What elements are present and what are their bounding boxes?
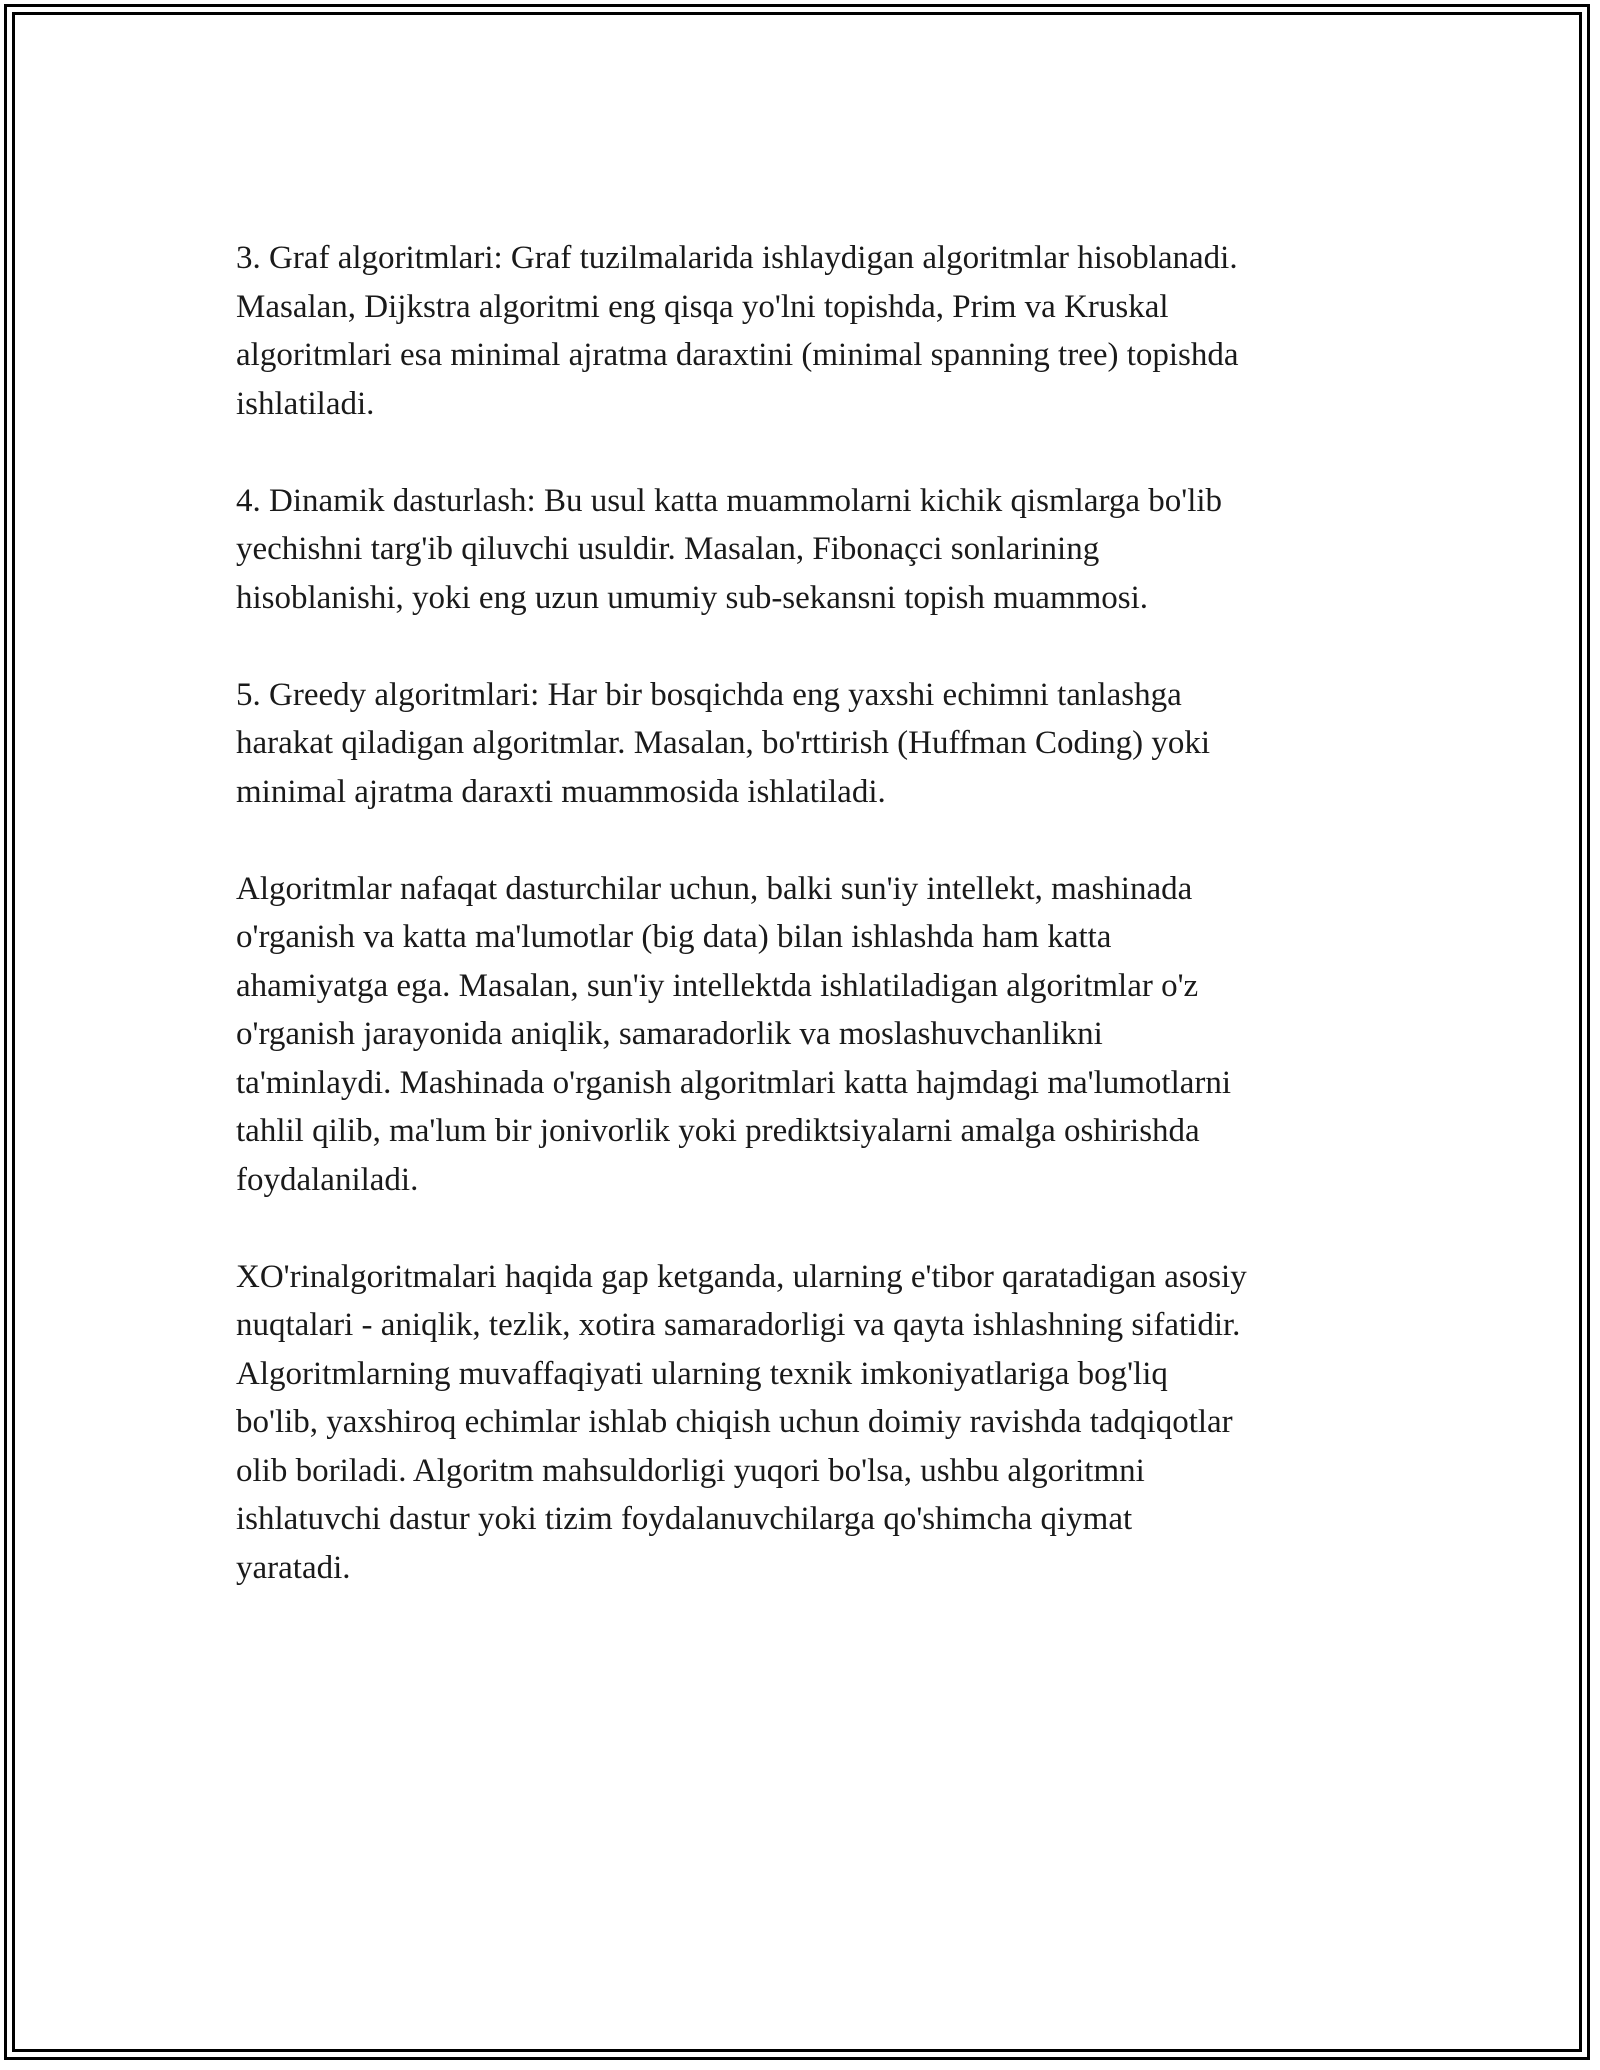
document-body xyxy=(236,234,1366,1641)
paragraph-algorithm-qualities: XO'rinalgoritmalari haqida gap ketganda, ularning e'tibor qaratadigan asosiy nuqtalari - aniqlik, tezlik, xotira samaradorligi va qayta ishlashning sifatidir. Algoritmlarning muvaffaqiyati ularning texnik imkoniyatlariga bog'liq bo'lib, yaxshiroq echimlar ishlab chiqish uchun doimiy ravishda tadqiqotlar olib boriladi. Algoritm mahsuldorligi yuqori bo'lsa, ushbu algoritmni ishlatuvchi dastur yoki tizim foydalanuvchilarga qo'shimcha qiymat yaratadi. xyxy=(236,1258,1247,1586)
paragraph-greedy-algorithms: 5. Greedy algoritmlari: Har bir bosqichda eng yaxshi echimni tanlashga harakat qiladigan algoritmlar. Masalan, bo'rttirish (Huffman Coding) yoki minimal ajratma daraxti muammosida ishlatiladi. xyxy=(236,676,1211,810)
paragraph-graph-algorithms: 3. Graf algoritmlari: Graf tuzilmalarida ishlaydigan algoritmlar hisoblanadi. Masalan, Dijkstra algoritmi eng qisqa yo'lni topishda, Prim va Kruskal algoritmlari esa minimal ajratma daraxtini (minimal spanning tree) topishda ishlatiladi. xyxy=(236,240,1239,422)
paragraph-algorithms-in-ai: Algoritmlar nafaqat dasturchilar uchun, balki sun'iy intellekt, mashinada o'rganish va katta ma'lumotlar (big data) bilan ishlashda ham katta ahamiyatga ega. Masalan, sun'iy intellektda ishlatiladigan algoritmlar o'z o'rganish jarayonida aniqlik, samaradorlik va moslashuvchanlikni ta'minlaydi. Mashinada o'rganish algoritmlari katta hajmdagi ma'lumotlarni tahlil qilib, ma'lum bir jonivorlik yoki prediktsiyalarni amalga oshirishda foydalaniladi. xyxy=(236,870,1232,1198)
paragraph-dynamic-programming: 4. Dinamik dasturlash: Bu usul katta muammolarni kichik qismlarga bo'lib yechishni targ'ib qiluvchi usuldir. Masalan, Fibonaçci sonlarining hisoblanishi, yoki eng uzun umumiy sub-sekansni topish muammosi. xyxy=(236,482,1223,616)
